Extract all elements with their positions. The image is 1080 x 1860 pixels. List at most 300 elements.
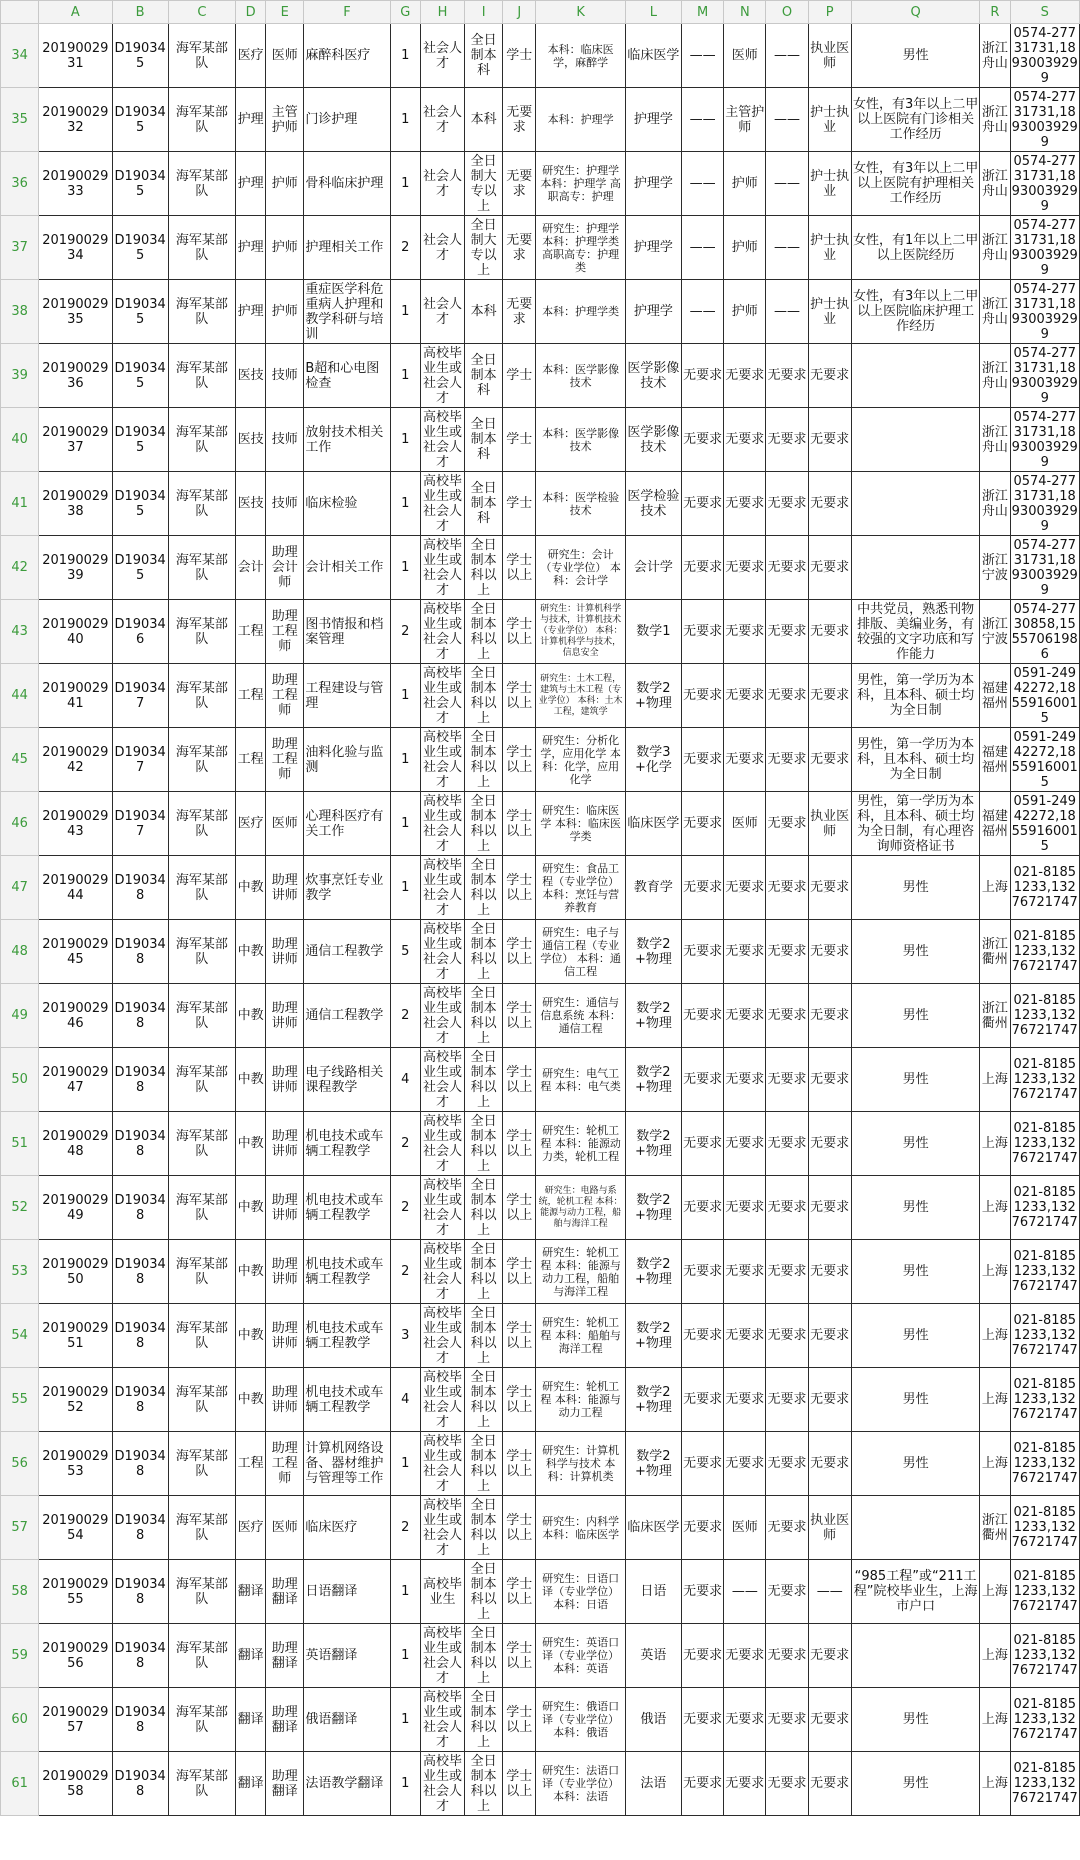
cell-exam[interactable]: 数学2+物理 — [625, 1432, 681, 1496]
cell-p[interactable]: 无要求 — [808, 1048, 851, 1112]
row-number[interactable]: 48 — [1, 920, 39, 984]
cell-exam[interactable]: 俄语 — [625, 1688, 681, 1752]
cell-org[interactable]: 海军某部队 — [168, 216, 235, 280]
cell-m[interactable]: 无要求 — [682, 472, 724, 536]
cell-notes[interactable]: 女性，有1年以上二甲以上医院经历 — [851, 216, 980, 280]
cell-job-code[interactable]: 2019002937 — [39, 408, 112, 472]
cell-position[interactable]: 主管护师 — [266, 88, 304, 152]
cell-category[interactable]: 翻译 — [236, 1752, 266, 1816]
cell-location[interactable]: 浙江衢州 — [980, 984, 1010, 1048]
cell-phone[interactable]: 021-81851233,13276721747 — [1010, 1496, 1080, 1560]
cell-education[interactable]: 全日制本科以上 — [465, 984, 503, 1048]
cell-job-code[interactable]: 2019002940 — [39, 600, 112, 664]
cell-org[interactable]: 海军某部队 — [168, 1112, 235, 1176]
cell-m[interactable]: —— — [682, 24, 724, 88]
column-header[interactable]: E — [266, 1, 304, 24]
cell-major[interactable]: 研究生：临床医学 本科：临床医学类 — [536, 792, 625, 856]
cell-location[interactable]: 上海 — [980, 1624, 1010, 1688]
cell-education[interactable]: 全日制本科以上 — [465, 664, 503, 728]
cell-m[interactable]: 无要求 — [682, 1496, 724, 1560]
cell-m[interactable]: 无要求 — [682, 1560, 724, 1624]
cell-job-code[interactable]: 2019002956 — [39, 1624, 112, 1688]
cell-education[interactable]: 全日制本科以上 — [465, 792, 503, 856]
cell-m[interactable]: 无要求 — [682, 728, 724, 792]
cell-notes[interactable] — [851, 536, 980, 600]
row-number[interactable]: 36 — [1, 152, 39, 216]
cell-p[interactable]: 执业医师 — [808, 792, 851, 856]
cell-degree[interactable]: 学士以上 — [503, 1624, 536, 1688]
cell-org[interactable]: 海军某部队 — [168, 280, 235, 344]
cell-location[interactable]: 福建福州 — [980, 664, 1010, 728]
cell-phone[interactable]: 021-81851233,13276721747 — [1010, 1176, 1080, 1240]
cell-p[interactable]: 无要求 — [808, 1240, 851, 1304]
cell-phone[interactable]: 0591-24942272,18559160015 — [1011, 793, 1078, 854]
cell-m[interactable]: 无要求 — [682, 408, 724, 472]
cell-position[interactable]: 助理翻译 — [266, 1624, 304, 1688]
cell-job-code[interactable]: 2019002933 — [39, 152, 112, 216]
cell-work[interactable]: 工程建设与管理 — [304, 664, 390, 728]
cell-count[interactable]: 2 — [390, 1496, 420, 1560]
cell-job-code[interactable]: 2019002945 — [39, 920, 112, 984]
cell-education[interactable]: 全日制本科 — [465, 344, 503, 408]
cell-exam[interactable]: 数学2+物理 — [625, 664, 681, 728]
cell-count[interactable]: 4 — [390, 1368, 420, 1432]
cell-p[interactable]: 无要求 — [808, 856, 851, 920]
cell-position[interactable]: 助理讲师 — [266, 1112, 304, 1176]
cell-position[interactable]: 医师 — [266, 1496, 304, 1560]
cell-o[interactable]: —— — [766, 88, 808, 152]
cell-category[interactable]: 中教 — [236, 984, 266, 1048]
cell-location[interactable]: 上海 — [980, 1048, 1010, 1112]
cell-org[interactable]: 海军某部队 — [168, 792, 235, 856]
cell-dept-code[interactable]: D190348 — [112, 1368, 168, 1432]
cell-o[interactable]: 无要求 — [766, 1432, 808, 1496]
cell-location[interactable]: 浙江衢州 — [980, 1496, 1010, 1560]
cell-category[interactable]: 护理 — [236, 216, 266, 280]
cell-work[interactable]: 机电技术或车辆工程教学 — [304, 1112, 390, 1176]
cell-source[interactable]: 社会人才 — [420, 24, 464, 88]
cell-o[interactable]: 无要求 — [766, 1304, 808, 1368]
cell-education[interactable]: 全日制本科以上 — [465, 1240, 503, 1304]
cell-work[interactable]: 通信工程教学 — [304, 984, 390, 1048]
cell-notes[interactable]: 男性 — [851, 1240, 980, 1304]
cell-source[interactable]: 高校毕业生或社会人才 — [420, 920, 464, 984]
cell-work[interactable]: 临床检验 — [304, 472, 390, 536]
cell-dept-code[interactable]: D190348 — [112, 1304, 168, 1368]
cell-m[interactable]: 无要求 — [682, 920, 724, 984]
cell-o[interactable]: 无要求 — [766, 728, 808, 792]
cell-o[interactable]: 无要求 — [766, 1368, 808, 1432]
row-number[interactable]: 49 — [1, 984, 39, 1048]
cell-education[interactable]: 全日制本科 — [465, 472, 503, 536]
cell-m[interactable]: —— — [682, 88, 724, 152]
cell-position[interactable]: 助理翻译 — [266, 1560, 304, 1624]
cell-exam[interactable]: 医学影像技术 — [625, 344, 681, 408]
cell-education[interactable]: 全日制本科以上 — [465, 1048, 503, 1112]
cell-category[interactable]: 工程 — [236, 664, 266, 728]
cell-degree[interactable]: 无要求 — [503, 88, 536, 152]
cell-education[interactable]: 全日制本科 — [465, 408, 503, 472]
cell-work[interactable]: 油料化验与监测 — [304, 728, 390, 792]
cell-o[interactable]: 无要求 — [766, 1112, 808, 1176]
cell-degree[interactable]: 无要求 — [503, 216, 536, 280]
cell-location[interactable]: 上海 — [980, 1112, 1010, 1176]
cell-count[interactable]: 3 — [390, 1304, 420, 1368]
cell-major[interactable]: 研究生：轮机工程 本科：能源与动力工程，船舶与海洋工程 — [536, 1240, 625, 1304]
cell-n[interactable]: 无要求 — [724, 1304, 766, 1368]
cell-phone[interactable]: 021-81851233,13276721747 — [1010, 1112, 1080, 1176]
cell-education[interactable]: 全日制本科以上 — [465, 1304, 503, 1368]
cell-degree[interactable]: 学士以上 — [503, 664, 536, 728]
cell-major[interactable]: 本科：医学检验技术 — [536, 472, 625, 536]
cell-org[interactable]: 海军某部队 — [168, 600, 235, 664]
cell-n[interactable]: 医师 — [724, 24, 766, 88]
cell-count[interactable]: 2 — [390, 1240, 420, 1304]
cell-phone[interactable]: 021-81851233,13276721747 — [1010, 1368, 1080, 1432]
cell-job-code[interactable]: 2019002951 — [39, 1304, 112, 1368]
cell-category[interactable]: 中教 — [236, 1048, 266, 1112]
cell-n[interactable]: 无要求 — [724, 984, 766, 1048]
cell-job-code[interactable]: 2019002941 — [39, 664, 112, 728]
cell-phone[interactable]: 0574-27731731,18930039299 — [1011, 25, 1078, 86]
cell-m[interactable]: 无要求 — [682, 1624, 724, 1688]
cell-source[interactable]: 高校毕业生或社会人才 — [420, 344, 464, 408]
cell-major[interactable]: 研究生：会计（专业学位） 本科：会计学 — [536, 536, 625, 600]
cell-phone[interactable]: 021-81851233,13276721747 — [1010, 1624, 1080, 1688]
cell-position[interactable]: 助理会计师 — [266, 536, 304, 600]
cell-n[interactable]: 无要求 — [724, 1752, 766, 1816]
cell-phone[interactable]: 021-81851233,13276721747 — [1010, 1752, 1080, 1816]
row-number[interactable]: 59 — [1, 1624, 39, 1688]
column-header[interactable]: H — [420, 1, 464, 24]
cell-job-code[interactable]: 2019002932 — [39, 88, 112, 152]
cell-degree[interactable]: 学士以上 — [503, 1048, 536, 1112]
cell-o[interactable]: 无要求 — [766, 1048, 808, 1112]
row-number[interactable]: 45 — [1, 728, 39, 792]
cell-degree[interactable]: 学士以上 — [503, 1112, 536, 1176]
cell-count[interactable]: 4 — [390, 1048, 420, 1112]
cell-org[interactable]: 海军某部队 — [168, 1496, 235, 1560]
cell-m[interactable]: 无要求 — [682, 1176, 724, 1240]
cell-source[interactable]: 社会人才 — [420, 280, 464, 344]
cell-p[interactable]: 护士执业 — [808, 280, 851, 344]
cell-notes[interactable]: “985工程”或“211工程”院校毕业生，上海市户口 — [851, 1560, 980, 1624]
cell-exam[interactable]: 数学2+物理 — [625, 1304, 681, 1368]
cell-phone[interactable]: 0574-27731731,18930039299 — [1011, 473, 1078, 534]
cell-job-code[interactable]: 2019002935 — [39, 280, 112, 344]
cell-degree[interactable]: 学士 — [503, 344, 536, 408]
cell-p[interactable]: 无要求 — [808, 1752, 851, 1816]
cell-o[interactable]: 无要求 — [766, 1624, 808, 1688]
cell-phone[interactable]: 021-81851233,13276721747 — [1010, 1688, 1080, 1752]
cell-major[interactable]: 研究生：计算机科学与技术，计算机技术（专业学位） 本科：计算机科学与技术，信息安全 — [536, 600, 625, 664]
cell-degree[interactable]: 学士 — [503, 408, 536, 472]
cell-count[interactable]: 2 — [390, 1176, 420, 1240]
cell-degree[interactable]: 学士以上 — [503, 1176, 536, 1240]
cell-org[interactable]: 海军某部队 — [168, 472, 235, 536]
cell-category[interactable]: 护理 — [236, 88, 266, 152]
cell-notes[interactable]: 男性 — [851, 1112, 980, 1176]
cell-category[interactable]: 医技 — [236, 472, 266, 536]
cell-degree[interactable]: 无要求 — [503, 280, 536, 344]
row-number[interactable]: 42 — [1, 536, 39, 600]
cell-work[interactable]: 英语翻译 — [304, 1624, 390, 1688]
column-header[interactable]: C — [168, 1, 235, 24]
cell-category[interactable]: 工程 — [236, 728, 266, 792]
cell-job-code[interactable]: 2019002944 — [39, 856, 112, 920]
cell-exam[interactable]: 临床医学 — [625, 24, 681, 88]
cell-source[interactable]: 高校毕业生或社会人才 — [420, 1688, 464, 1752]
cell-degree[interactable]: 学士以上 — [503, 792, 536, 856]
cell-org[interactable]: 海军某部队 — [168, 24, 235, 88]
cell-count[interactable]: 2 — [390, 1112, 420, 1176]
cell-source[interactable]: 高校毕业生或社会人才 — [420, 1240, 464, 1304]
cell-location[interactable]: 浙江舟山 — [980, 280, 1010, 344]
cell-location[interactable]: 上海 — [980, 1752, 1010, 1816]
cell-o[interactable]: 无要求 — [766, 344, 808, 408]
cell-exam[interactable]: 数学1 — [625, 600, 681, 664]
cell-job-code[interactable]: 2019002958 — [39, 1752, 112, 1816]
cell-count[interactable]: 1 — [390, 1752, 420, 1816]
cell-p[interactable]: 无要求 — [808, 1368, 851, 1432]
cell-o[interactable]: 无要求 — [766, 1240, 808, 1304]
cell-source[interactable]: 社会人才 — [420, 216, 464, 280]
cell-org[interactable]: 海军某部队 — [168, 1560, 235, 1624]
cell-work[interactable]: 电子线路相关课程教学 — [304, 1048, 390, 1112]
cell-org[interactable]: 海军某部队 — [168, 1432, 235, 1496]
cell-p[interactable]: 无要求 — [808, 600, 851, 664]
cell-position[interactable]: 助理工程师 — [266, 1432, 304, 1496]
cell-count[interactable]: 1 — [390, 344, 420, 408]
cell-org[interactable]: 海军某部队 — [168, 152, 235, 216]
cell-dept-code[interactable]: D190348 — [112, 1240, 168, 1304]
cell-count[interactable]: 1 — [390, 280, 420, 344]
cell-o[interactable]: 无要求 — [766, 1560, 808, 1624]
cell-count[interactable]: 1 — [390, 856, 420, 920]
cell-dept-code[interactable]: D190348 — [112, 856, 168, 920]
cell-source[interactable]: 高校毕业生或社会人才 — [420, 856, 464, 920]
cell-count[interactable]: 1 — [390, 536, 420, 600]
cell-work[interactable]: 炊事烹饪专业教学 — [304, 856, 390, 920]
cell-education[interactable]: 全日制本科以上 — [465, 536, 503, 600]
cell-p[interactable]: 无要求 — [808, 536, 851, 600]
cell-o[interactable]: 无要求 — [766, 472, 808, 536]
cell-notes[interactable]: 男性，第一学历为本科，且本科、硕士均为全日制 — [851, 664, 980, 728]
cell-n[interactable]: 医师 — [724, 792, 766, 856]
row-number[interactable]: 51 — [1, 1112, 39, 1176]
cell-source[interactable]: 高校毕业生或社会人才 — [420, 984, 464, 1048]
cell-degree[interactable]: 学士以上 — [503, 728, 536, 792]
cell-org[interactable]: 海军某部队 — [168, 1240, 235, 1304]
cell-org[interactable]: 海军某部队 — [168, 344, 235, 408]
cell-dept-code[interactable]: D190348 — [112, 1560, 168, 1624]
cell-n[interactable]: 护师 — [724, 152, 766, 216]
cell-degree[interactable]: 学士以上 — [503, 856, 536, 920]
cell-exam[interactable]: 临床医学 — [625, 792, 681, 856]
cell-education[interactable]: 全日制大专以上 — [465, 216, 503, 280]
cell-job-code[interactable]: 2019002939 — [39, 536, 112, 600]
cell-education[interactable]: 全日制本科以上 — [465, 600, 503, 664]
column-header[interactable]: Q — [851, 1, 980, 24]
cell-education[interactable]: 全日制本科以上 — [465, 1624, 503, 1688]
cell-p[interactable]: 护士执业 — [808, 216, 851, 280]
cell-work[interactable]: 重症医学科危重病人护理和教学科研与培训 — [304, 280, 390, 344]
cell-exam[interactable]: 医学检验技术 — [625, 472, 681, 536]
cell-m[interactable]: 无要求 — [682, 856, 724, 920]
cell-phone[interactable]: 021-81851233,13276721747 — [1010, 856, 1080, 920]
cell-position[interactable]: 护师 — [266, 216, 304, 280]
cell-n[interactable]: 医师 — [724, 1496, 766, 1560]
cell-category[interactable]: 医疗 — [236, 792, 266, 856]
cell-dept-code[interactable]: D190348 — [112, 1752, 168, 1816]
cell-p[interactable]: 无要求 — [808, 408, 851, 472]
column-header[interactable]: L — [625, 1, 681, 24]
cell-location[interactable]: 浙江舟山 — [980, 24, 1010, 88]
cell-location[interactable]: 上海 — [980, 1368, 1010, 1432]
column-header[interactable]: F — [304, 1, 390, 24]
cell-notes[interactable]: 男性 — [851, 1304, 980, 1368]
cell-position[interactable]: 技师 — [266, 472, 304, 536]
cell-work[interactable]: 护理相关工作 — [304, 216, 390, 280]
cell-m[interactable]: 无要求 — [682, 536, 724, 600]
cell-dept-code[interactable]: D190346 — [112, 600, 168, 664]
cell-org[interactable]: 海军某部队 — [168, 1368, 235, 1432]
cell-source[interactable]: 高校毕业生或社会人才 — [420, 1496, 464, 1560]
cell-category[interactable]: 中教 — [236, 1304, 266, 1368]
cell-work[interactable]: 机电技术或车辆工程教学 — [304, 1304, 390, 1368]
row-number[interactable]: 57 — [1, 1496, 39, 1560]
cell-p[interactable]: 无要求 — [808, 1432, 851, 1496]
cell-category[interactable]: 医疗 — [236, 24, 266, 88]
cell-dept-code[interactable]: D190347 — [112, 792, 168, 856]
cell-major[interactable]: 研究生：护理学 本科：护理学类 高职高专：护理类 — [536, 216, 625, 280]
cell-source[interactable]: 高校毕业生或社会人才 — [420, 1624, 464, 1688]
cell-notes[interactable] — [851, 472, 980, 536]
cell-work[interactable]: 临床医疗 — [304, 1496, 390, 1560]
cell-job-code[interactable]: 2019002943 — [39, 792, 112, 856]
row-number[interactable]: 56 — [1, 1432, 39, 1496]
cell-exam[interactable]: 医学影像技术 — [625, 408, 681, 472]
cell-org[interactable]: 海军某部队 — [168, 1624, 235, 1688]
cell-org[interactable]: 海军某部队 — [168, 536, 235, 600]
cell-major[interactable]: 研究生：土木工程，建筑与土木工程（专业学位） 本科：土木工程，建筑学 — [536, 664, 625, 728]
cell-exam[interactable]: 数学3+化学 — [625, 728, 681, 792]
cell-notes[interactable]: 男性 — [851, 984, 980, 1048]
cell-o[interactable]: —— — [766, 24, 808, 88]
row-number[interactable]: 43 — [1, 600, 39, 664]
row-number[interactable]: 61 — [1, 1752, 39, 1816]
cell-degree[interactable]: 学士 — [503, 24, 536, 88]
cell-source[interactable]: 高校毕业生或社会人才 — [420, 472, 464, 536]
cell-education[interactable]: 全日制本科以上 — [465, 1112, 503, 1176]
cell-p[interactable]: 执业医师 — [808, 24, 851, 88]
cell-count[interactable]: 1 — [390, 152, 420, 216]
cell-n[interactable]: 无要求 — [724, 1240, 766, 1304]
cell-n[interactable]: 无要求 — [724, 472, 766, 536]
row-number[interactable]: 58 — [1, 1560, 39, 1624]
cell-major[interactable]: 研究生：电路与系统，轮机工程 本科：能源与动力工程，船舶与海洋工程 — [536, 1176, 625, 1240]
cell-major[interactable]: 研究生：内科学 本科：临床医学 — [536, 1496, 625, 1560]
cell-m[interactable]: 无要求 — [682, 1752, 724, 1816]
cell-position[interactable]: 助理讲师 — [266, 984, 304, 1048]
cell-category[interactable]: 中教 — [236, 920, 266, 984]
cell-dept-code[interactable]: D190348 — [112, 1048, 168, 1112]
cell-location[interactable]: 浙江舟山 — [980, 408, 1010, 472]
cell-m[interactable]: 无要求 — [682, 344, 724, 408]
cell-dept-code[interactable]: D190345 — [112, 280, 168, 344]
row-number[interactable]: 38 — [1, 280, 39, 344]
column-header[interactable]: J — [503, 1, 536, 24]
cell-phone[interactable]: 0574-27731731,18930039299 — [1011, 345, 1078, 406]
cell-org[interactable]: 海军某部队 — [168, 1048, 235, 1112]
cell-org[interactable]: 海军某部队 — [168, 1688, 235, 1752]
cell-m[interactable]: 无要求 — [682, 792, 724, 856]
cell-org[interactable]: 海军某部队 — [168, 920, 235, 984]
cell-notes[interactable] — [851, 1496, 980, 1560]
cell-notes[interactable] — [851, 1624, 980, 1688]
cell-education[interactable]: 全日制本科以上 — [465, 920, 503, 984]
cell-phone[interactable]: 0574-27731731,18930039299 — [1011, 217, 1078, 278]
cell-n[interactable]: 护师 — [724, 216, 766, 280]
cell-work[interactable]: 骨科临床护理 — [304, 152, 390, 216]
cell-job-code[interactable]: 2019002942 — [39, 728, 112, 792]
cell-location[interactable]: 浙江宁波 — [980, 536, 1010, 600]
cell-category[interactable]: 医疗 — [236, 1496, 266, 1560]
cell-dept-code[interactable]: D190348 — [112, 920, 168, 984]
cell-exam[interactable]: 日语 — [625, 1560, 681, 1624]
cell-dept-code[interactable]: D190345 — [112, 216, 168, 280]
cell-degree[interactable]: 学士以上 — [503, 920, 536, 984]
cell-m[interactable]: 无要求 — [682, 1240, 724, 1304]
cell-n[interactable]: —— — [724, 1560, 766, 1624]
cell-exam[interactable]: 护理学 — [625, 88, 681, 152]
cell-job-code[interactable]: 2019002934 — [39, 216, 112, 280]
cell-exam[interactable]: 护理学 — [625, 280, 681, 344]
cell-n[interactable]: 无要求 — [724, 1624, 766, 1688]
cell-category[interactable]: 工程 — [236, 1432, 266, 1496]
cell-m[interactable]: 无要求 — [682, 984, 724, 1048]
cell-phone[interactable]: 0574-27731731,18930039299 — [1011, 537, 1078, 598]
cell-dept-code[interactable]: D190348 — [112, 984, 168, 1048]
cell-m[interactable]: 无要求 — [682, 1432, 724, 1496]
cell-source[interactable]: 高校毕业生或社会人才 — [420, 664, 464, 728]
cell-location[interactable]: 浙江舟山 — [980, 472, 1010, 536]
cell-category[interactable]: 中教 — [236, 1240, 266, 1304]
cell-job-code[interactable]: 2019002948 — [39, 1112, 112, 1176]
cell-m[interactable]: —— — [682, 216, 724, 280]
cell-notes[interactable]: 中共党员，熟悉刊物排版、美编业务，有较强的文字功底和写作能力 — [851, 600, 980, 664]
cell-location[interactable]: 福建福州 — [980, 728, 1010, 792]
cell-p[interactable]: 无要求 — [808, 344, 851, 408]
cell-job-code[interactable]: 2019002954 — [39, 1496, 112, 1560]
cell-major[interactable]: 研究生：法语口译（专业学位） 本科：法语 — [536, 1752, 625, 1816]
cell-o[interactable]: 无要求 — [766, 792, 808, 856]
cell-notes[interactable]: 男性 — [851, 1688, 980, 1752]
cell-o[interactable]: 无要求 — [766, 856, 808, 920]
cell-exam[interactable]: 英语 — [625, 1624, 681, 1688]
cell-position[interactable]: 护师 — [266, 280, 304, 344]
cell-position[interactable]: 助理翻译 — [266, 1688, 304, 1752]
cell-major[interactable]: 本科：护理学类 — [536, 280, 625, 344]
cell-exam[interactable]: 护理学 — [625, 152, 681, 216]
cell-dept-code[interactable]: D190345 — [112, 408, 168, 472]
cell-work[interactable]: 计算机网络设备、器材维护与管理等工作 — [304, 1432, 390, 1496]
cell-source[interactable]: 高校毕业生 — [420, 1560, 464, 1624]
cell-degree[interactable]: 学士以上 — [503, 1752, 536, 1816]
cell-p[interactable]: 护士执业 — [808, 152, 851, 216]
cell-notes[interactable]: 男性 — [851, 1176, 980, 1240]
cell-category[interactable]: 中教 — [236, 1112, 266, 1176]
